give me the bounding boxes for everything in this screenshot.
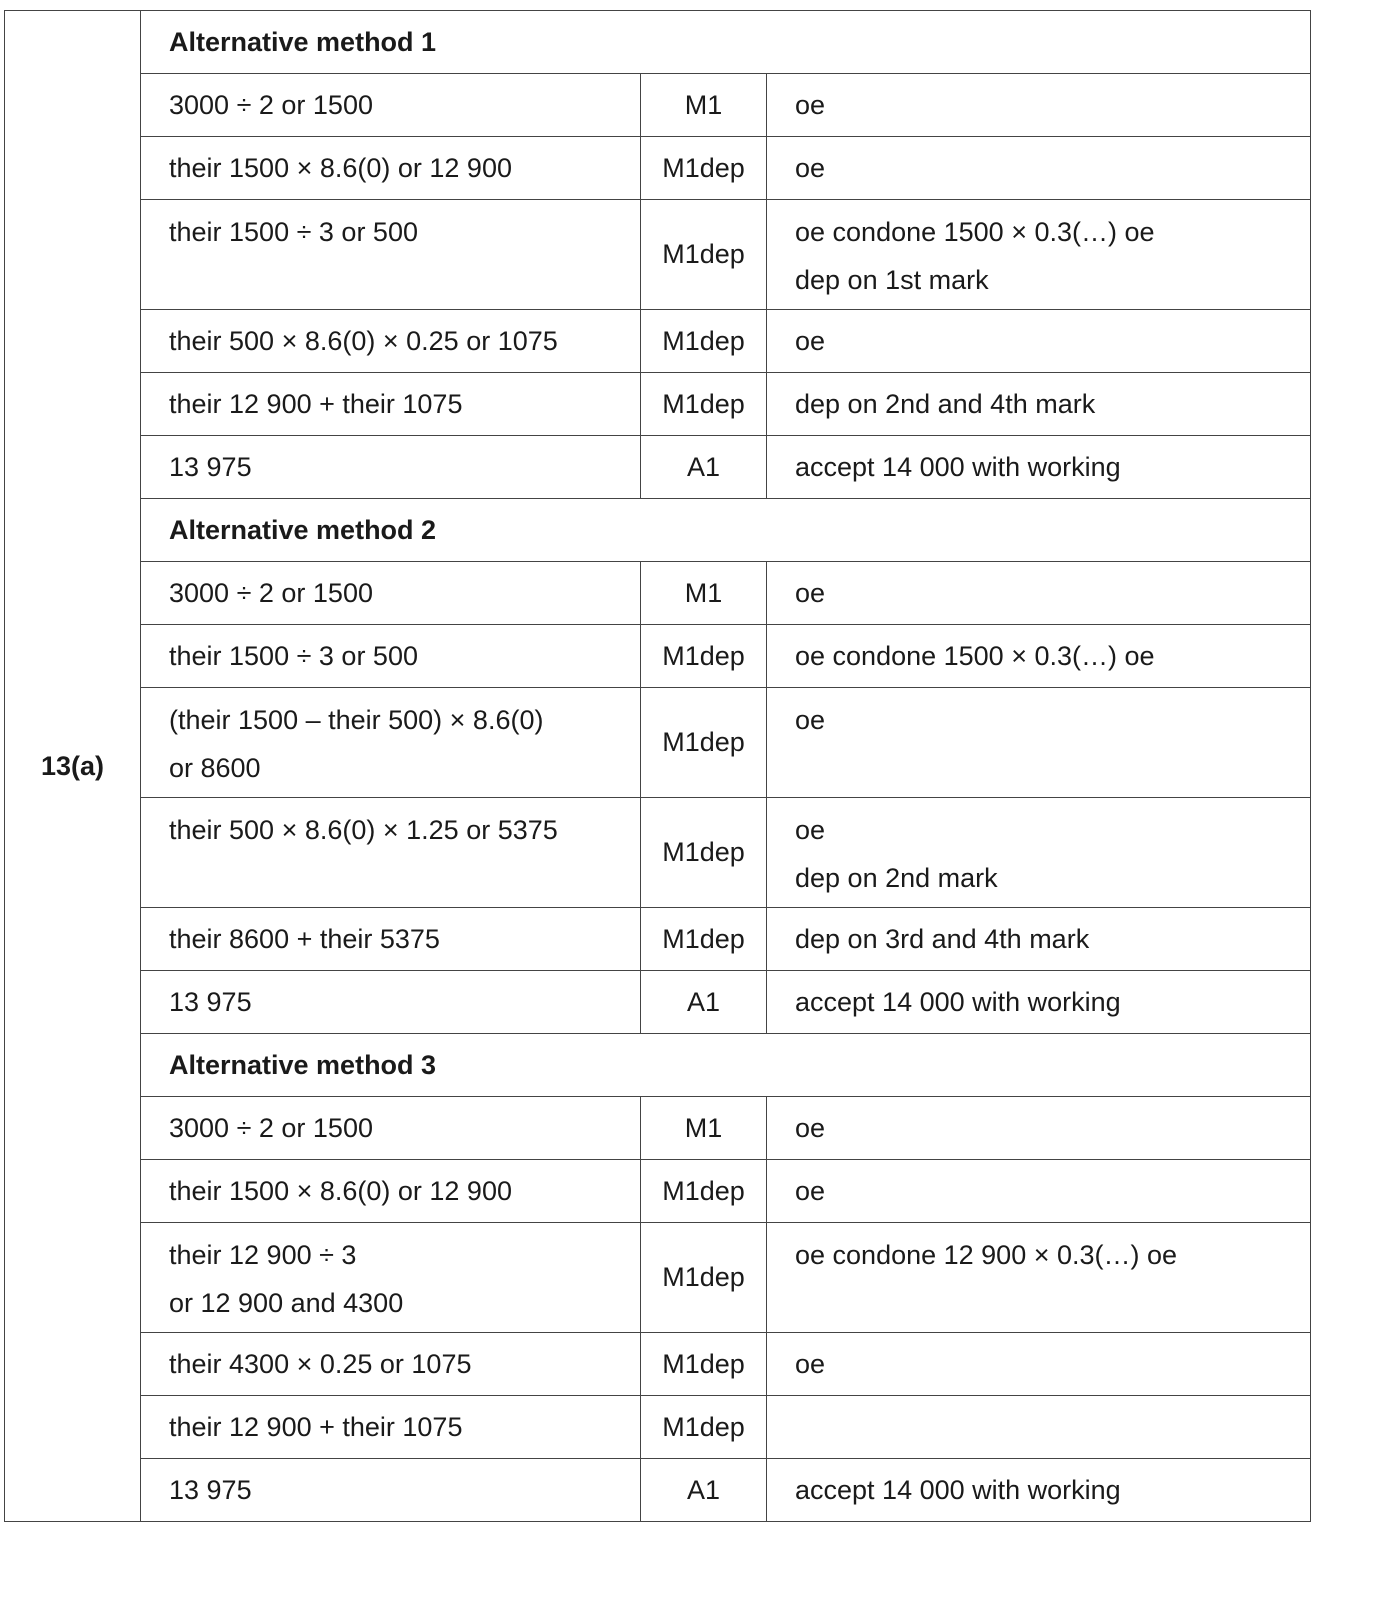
working-text: 13 975: [169, 987, 252, 1017]
mark-row: [5, 200, 1311, 310]
comment-text: oe condone 1500 × 0.3(…) oe: [795, 217, 1155, 247]
comment-text: oe: [795, 1349, 826, 1379]
working-text: their 4300 × 0.25 or 1075: [169, 1349, 472, 1379]
method-header-row: [5, 11, 1311, 74]
comment-text: oe: [795, 815, 826, 845]
comments-cell: [767, 688, 1311, 798]
mark-row: [5, 625, 1311, 688]
working-text: their 500 × 8.6(0) × 1.25 or 5375: [169, 815, 558, 845]
mark-scheme-table: [4, 10, 1311, 1522]
mark-row: [5, 310, 1311, 373]
comments-cell: [767, 373, 1311, 436]
mark-cell: M1dep: [641, 1160, 767, 1223]
comment-text: oe: [795, 326, 826, 356]
mark-row: [5, 1459, 1311, 1522]
working-cell: [141, 1097, 641, 1160]
comments-cell: [767, 1396, 1311, 1459]
comments-cell: [767, 798, 1311, 908]
working-text: their 12 900 + their 1075: [169, 1412, 463, 1442]
mark-row: [5, 1097, 1311, 1160]
mark-row: [5, 74, 1311, 137]
mark-row: [5, 137, 1311, 200]
comment-text: oe: [795, 1176, 826, 1206]
comment-text: oe: [795, 705, 826, 735]
comments-cell: [767, 436, 1311, 499]
mark-cell: M1: [641, 562, 767, 625]
working-text: their 500 × 8.6(0) × 0.25 or 1075: [169, 326, 558, 356]
comments-cell: [767, 137, 1311, 200]
mark-cell: M1dep: [641, 310, 767, 373]
comment-text: oe: [795, 1113, 826, 1143]
working-cell: [141, 1396, 641, 1459]
working-cell: [141, 1333, 641, 1396]
mark-row: [5, 436, 1311, 499]
working-cell: [141, 971, 641, 1034]
working-cell: [141, 1459, 641, 1522]
comment-text: oe: [795, 90, 826, 120]
working-text: their 12 900 + their 1075: [169, 389, 463, 419]
working-cell: [141, 436, 641, 499]
working-text: their 8600 + their 5375: [169, 924, 440, 954]
mark-cell: M1dep: [641, 373, 767, 436]
comments-cell: [767, 1333, 1311, 1396]
working-cell: [141, 373, 641, 436]
mark-cell: M1dep: [641, 1223, 767, 1333]
mark-cell: M1dep: [641, 798, 767, 908]
mark-row: [5, 1160, 1311, 1223]
method-title: Alternative method 1: [141, 11, 1311, 74]
working-text: their 1500 ÷ 3 or 500: [169, 641, 418, 671]
method-title: Alternative method 3: [141, 1034, 1311, 1097]
comment-text: dep on 3rd and 4th mark: [795, 924, 1090, 954]
mark-row: [5, 1223, 1311, 1333]
mark-row: [5, 688, 1311, 798]
comments-cell: [767, 562, 1311, 625]
comments-cell: [767, 908, 1311, 971]
working-text: (their 1500 – their 500) × 8.6(0): [169, 705, 544, 735]
mark-scheme-body: [5, 11, 1311, 1522]
comments-cell: [767, 971, 1311, 1034]
mark-cell: M1dep: [641, 137, 767, 200]
working-text: their 1500 × 8.6(0) or 12 900: [169, 153, 512, 183]
mark-row: [5, 971, 1311, 1034]
working-text: 3000 ÷ 2 or 1500: [169, 90, 373, 120]
comments-cell: [767, 1459, 1311, 1522]
mark-cell: A1: [641, 1459, 767, 1522]
mark-row: [5, 373, 1311, 436]
comments-cell: [767, 1160, 1311, 1223]
comments-cell: [767, 625, 1311, 688]
working-cell: [141, 74, 641, 137]
working-text: their 1500 ÷ 3 or 500: [169, 217, 418, 247]
comments-cell: [767, 1223, 1311, 1333]
working-cell: [141, 562, 641, 625]
mark-cell: M1: [641, 74, 767, 137]
working-cell: [141, 200, 641, 310]
mark-row: [5, 908, 1311, 971]
mark-cell: M1dep: [641, 625, 767, 688]
mark-row: [5, 1396, 1311, 1459]
working-text: or 12 900 and 4300: [169, 1288, 404, 1318]
working-cell: [141, 137, 641, 200]
method-title: Alternative method 2: [141, 499, 1311, 562]
working-cell: [141, 625, 641, 688]
working-text: 13 975: [169, 1475, 252, 1505]
comments-cell: [767, 200, 1311, 310]
working-cell: [141, 908, 641, 971]
comment-text: oe: [795, 578, 826, 608]
comment-text: accept 14 000 with working: [795, 987, 1121, 1017]
comment-text: accept 14 000 with working: [795, 1475, 1121, 1505]
mark-cell: A1: [641, 971, 767, 1034]
comment-text: dep on 1st mark: [795, 265, 989, 295]
comment-text: oe condone 12 900 × 0.3(…) oe: [795, 1240, 1178, 1270]
comments-cell: [767, 310, 1311, 373]
mark-cell: M1dep: [641, 1333, 767, 1396]
comments-cell: [767, 74, 1311, 137]
mark-cell: M1dep: [641, 908, 767, 971]
mark-row: [5, 1333, 1311, 1396]
working-cell: [141, 1160, 641, 1223]
working-cell: [141, 688, 641, 798]
working-text: 3000 ÷ 2 or 1500: [169, 1113, 373, 1143]
working-text: 13 975: [169, 452, 252, 482]
mark-row: [5, 798, 1311, 908]
working-cell: [141, 310, 641, 373]
mark-cell: M1dep: [641, 688, 767, 798]
method-header-row: [5, 1034, 1311, 1097]
comment-text: dep on 2nd and 4th mark: [795, 389, 1096, 419]
working-text: or 8600: [169, 753, 261, 783]
comment-text: oe condone 1500 × 0.3(…) oe: [795, 641, 1155, 671]
question-number: 13(a): [5, 11, 141, 1522]
comment-text: oe: [795, 153, 826, 183]
working-text: their 1500 × 8.6(0) or 12 900: [169, 1176, 512, 1206]
comments-cell: [767, 1097, 1311, 1160]
mark-cell: M1dep: [641, 200, 767, 310]
working-text: 3000 ÷ 2 or 1500: [169, 578, 373, 608]
mark-cell: M1dep: [641, 1396, 767, 1459]
method-header-row: [5, 499, 1311, 562]
mark-cell: A1: [641, 436, 767, 499]
mark-row: [5, 562, 1311, 625]
working-cell: [141, 798, 641, 908]
comment-text: accept 14 000 with working: [795, 452, 1121, 482]
working-text: their 12 900 ÷ 3: [169, 1240, 357, 1270]
working-cell: [141, 1223, 641, 1333]
mark-cell: M1: [641, 1097, 767, 1160]
comment-text: dep on 2nd mark: [795, 863, 998, 893]
